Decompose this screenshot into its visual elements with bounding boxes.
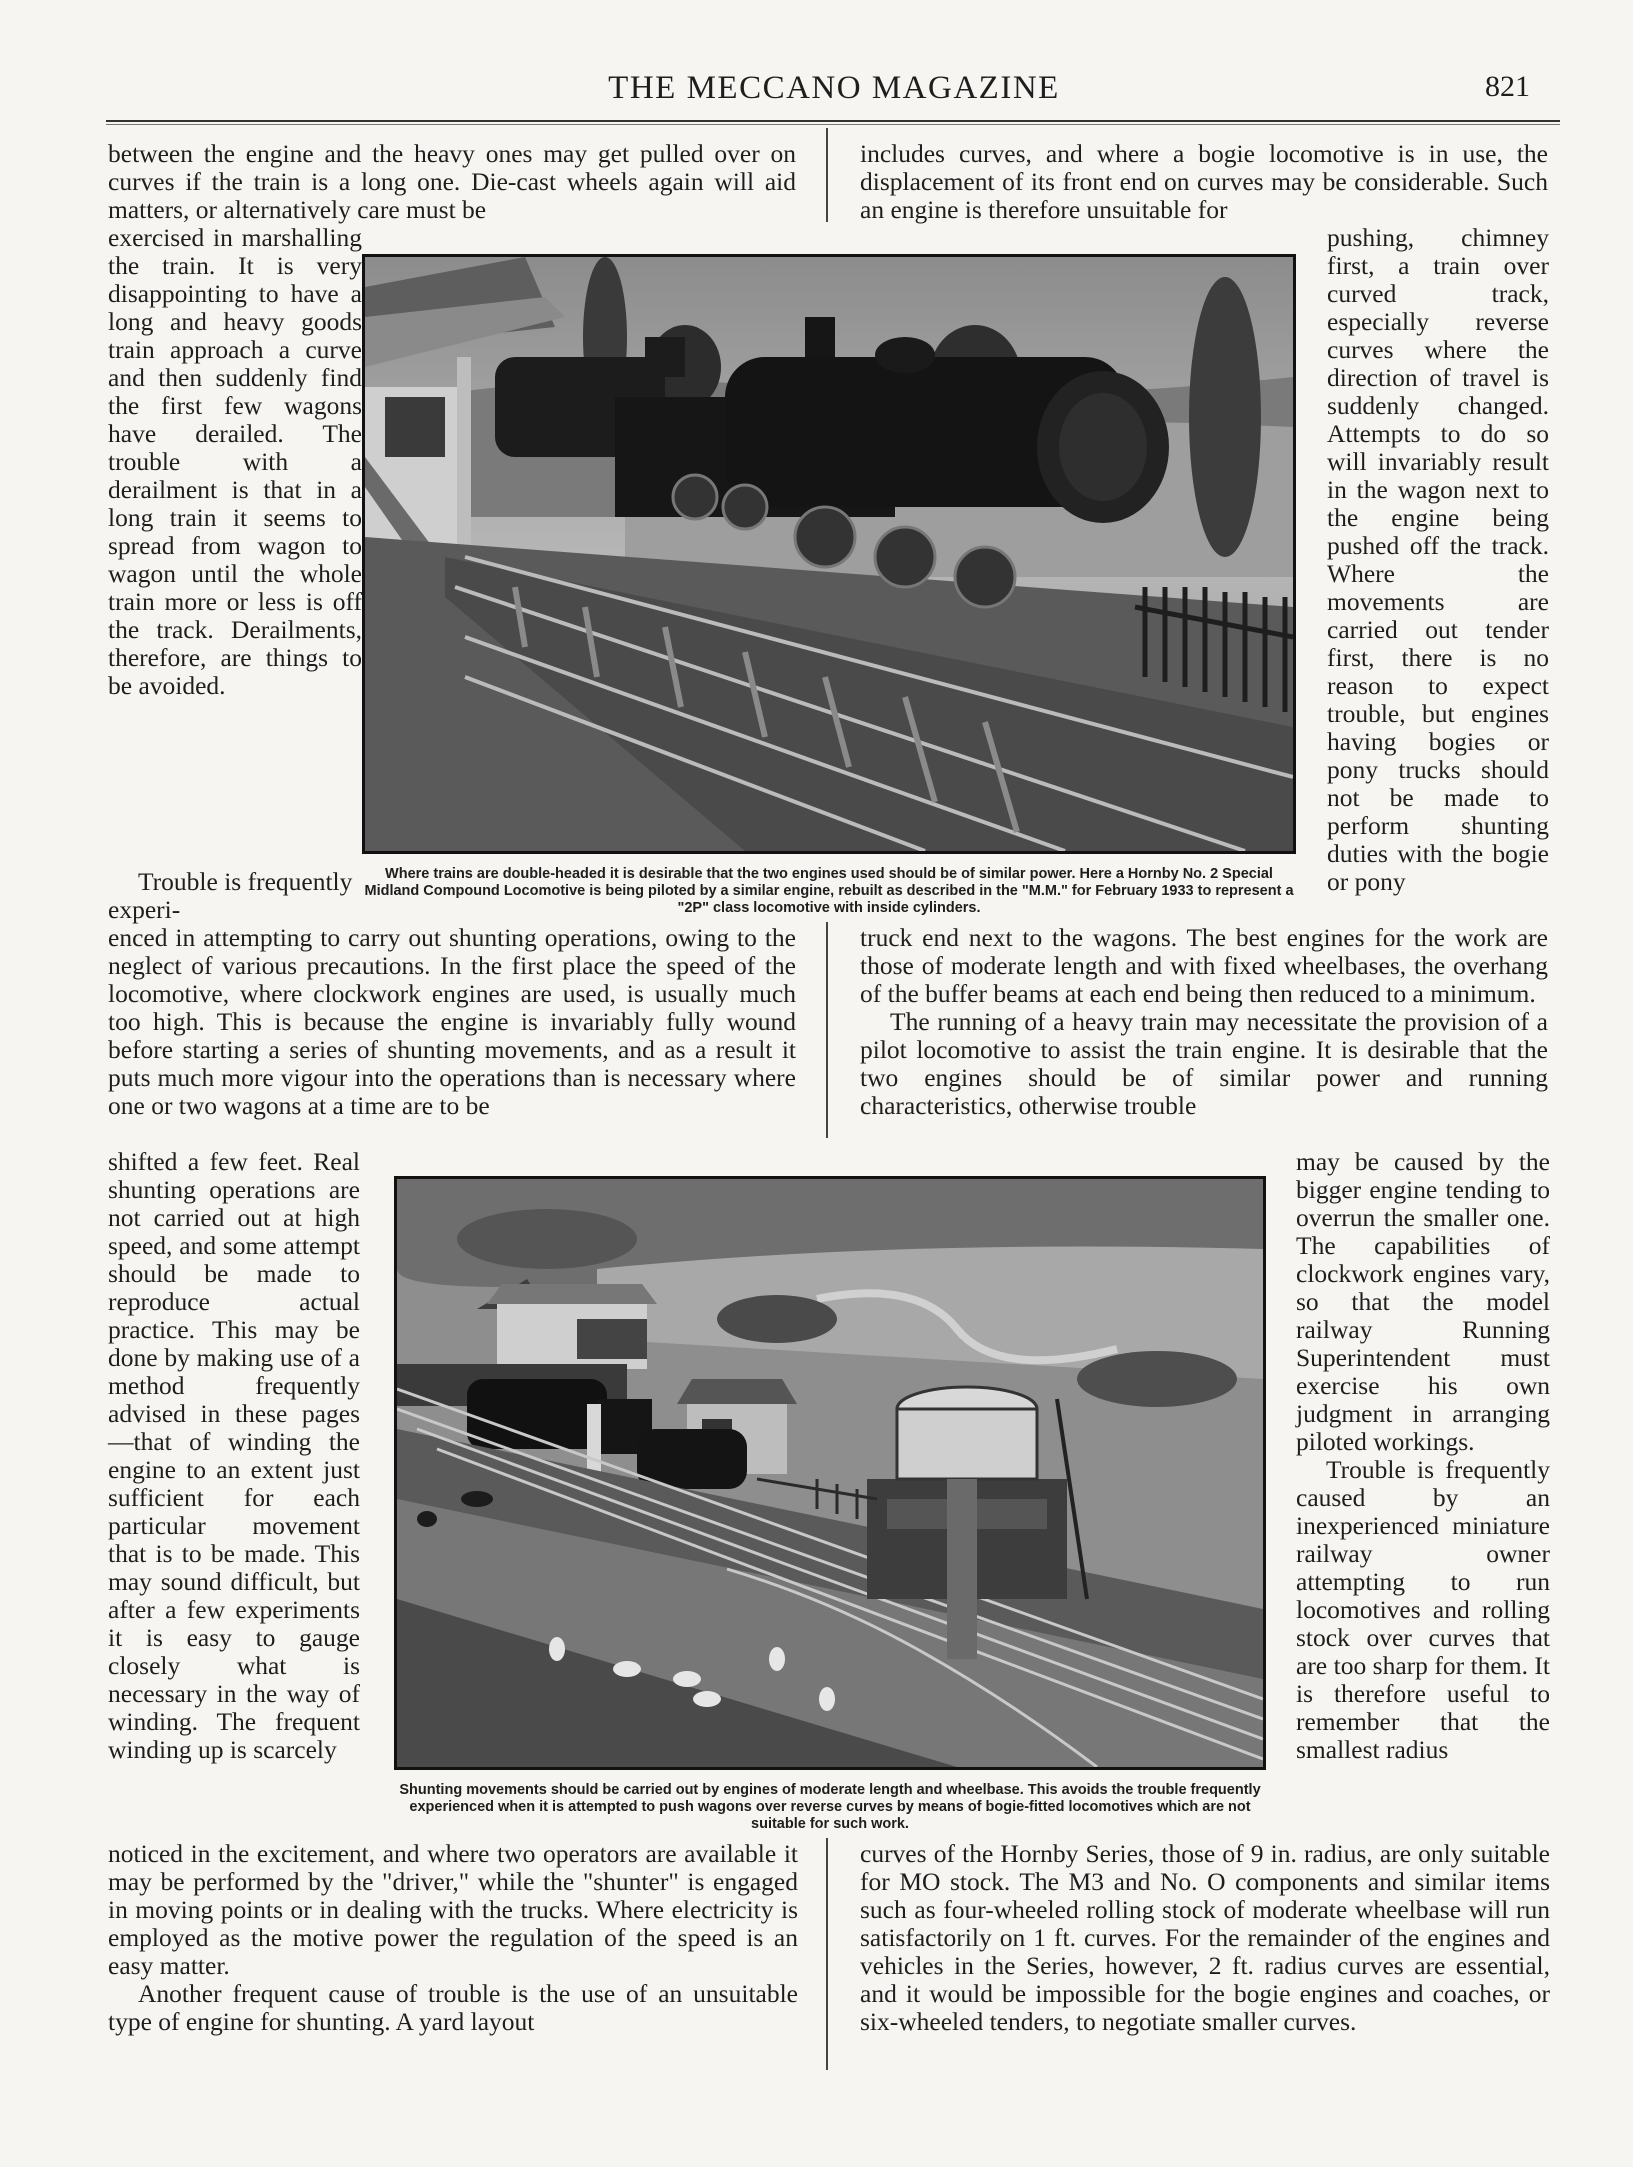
header-rule-thin <box>106 124 1560 125</box>
text-bottom-right <box>860 1840 1550 2036</box>
text-right-narrow-1 <box>1327 224 1549 896</box>
photo-illustration <box>397 1179 1263 1767</box>
header-rule <box>106 120 1560 122</box>
photo-illustration <box>365 257 1293 851</box>
paragraph: enced in attempting to carry out shunting operations, owing to the neglect of various precautions. In the first place the speed of the locomotive, where clockwork engines are used, is usually much too high. This is because the engine is invariably fully wound before starting a series of shunting movements, and as a result it puts much more vigour into the operations than is necessary where one or two wagons at a time are to be <box>108 923 796 1120</box>
photo-double-headed-locomotives <box>362 254 1296 854</box>
paragraph: includes curves, and where a bogie locomotive is in use, the displacement of its front end on curves may be considerable. Such an engine is therefore unsuitable for <box>860 139 1548 224</box>
paragraph: Trouble is frequently experi- <box>108 867 353 924</box>
column-divider-middle <box>826 922 828 1138</box>
text-middle-right <box>860 924 1548 1120</box>
paragraph: noticed in the excitement, and where two operators are available it may be performed by the "driver," while the "shunter" is engaged in moving points or in dealing with the trucks. Where electricity is employed as the motive power the regulation of the speed is an easy matter. <box>108 1839 798 1980</box>
text-top-right <box>860 140 1548 224</box>
magazine-title: THE MECCANO MAGAZINE <box>608 70 1060 106</box>
caption-figure-2: Shunting movements should be carried out by engines of moderate length and wheelbase. This avoids the trouble frequently experienced when it is attempted to push wagons over reverse curves by means of bogie-fitted locomotives which are not suitable for such work. <box>399 1782 1261 1832</box>
page-header <box>108 66 1560 118</box>
paragraph: truck end next to the wagons. The best engines for the work are those of moderate length and with fixed wheelbases, the overhang of the buffer beams at each end being then reduced to a minimum. <box>860 923 1548 1008</box>
text-lower-left-narrow <box>108 1148 360 1764</box>
paragraph: exercised in marshalling the train. It is very disappointing to have a long and heavy goods train approach a curve and then suddenly find the first few wagons have derailed. The trouble with a derailment is that in a long train it seems to spread from wagon to wagon until the whole train more or less is off the track. Derailments, therefore, are things to be avoided. <box>108 223 362 700</box>
text-bottom-left <box>108 1840 798 2036</box>
page-number: 821 <box>1485 70 1530 103</box>
text-left-narrow-1 <box>108 224 362 700</box>
photo-shunting-yard <box>394 1176 1266 1770</box>
paragraph: may be caused by the bigger engine tending to overrun the smaller one. The capabilities of clockwork engines vary, so that the model railway Running Superintendent must exercise his own judgment in arranging piloted workings. <box>1296 1147 1550 1456</box>
column-divider-top <box>826 128 828 222</box>
text-left-narrow-2 <box>108 868 358 924</box>
column-divider-bottom <box>826 1838 828 2070</box>
text-top-left <box>108 140 796 224</box>
paragraph: Another frequent cause of trouble is the use of an unsuitable type of engine for shunting. A yard layout <box>108 1979 798 2036</box>
paragraph: Trouble is frequently caused by an inexperienced miniature railway owner attempting to run locomotives and rolling stock over curves that are too sharp for them. It is therefore useful to remember that the smallest radius <box>1296 1455 1550 1764</box>
paragraph: pushing, chimney first, a train over curved track, especially reverse curves where the direction of travel is suddenly changed. Attempts to do so will invariably result in the wagon next to the engine being pushed off the track. Where the movements are carried out tender first, there is no reason to expect trouble, but engines having bogies or pony trucks should not be made to perform shunting duties with the bogie or pony <box>1327 223 1549 896</box>
text-middle-left <box>108 924 796 1120</box>
paragraph: curves of the Hornby Series, those of 9 in. radius, are only suitable for MO stock. The M3 and No. O components and similar items such as four-wheeled rolling stock of moderate wheelbase will run satisfactorily on 1 ft. curves. For the remainder of the engines and vehicles in the Series, however, 2 ft. radius curves are essential, and it would be impossible for the bogie engines and coaches, or six-wheeled tenders, to negotiate smaller curves. <box>860 1839 1550 2036</box>
paragraph: between the engine and the heavy ones may get pulled over on curves if the train is a long one. Die-cast wheels again will aid matters, or alternatively care must be <box>108 139 796 224</box>
caption-figure-1: Where trains are double-headed it is desirable that the two engines used should be of similar power. Here a Hornby No. 2 Special Midland Compound Locomotive is being piloted by a similar engine, rebuilt as described in the "M.M." for February 1933 to represent a "2P" class locomotive with inside cylinders. <box>364 866 1294 916</box>
text-lower-right-narrow <box>1296 1148 1550 1764</box>
paragraph: The running of a heavy train may necessitate the provision of a pilot locomotive to assist the train engine. It is desirable that the two engines should be of similar power and running characteristics, otherwise trouble <box>860 1007 1548 1120</box>
paragraph: shifted a few feet. Real shunting operations are not carried out at high speed, and some attempt should be made to reproduce actual practice. This may be done by making use of a method frequently advised in these pages—that of winding the engine to an extent just sufficient for each particular movement that is to be made. This may sound difficult, but after a few experiments it is easy to gauge closely what is necessary in the way of winding. The frequent winding up is scarcely <box>108 1147 360 1764</box>
